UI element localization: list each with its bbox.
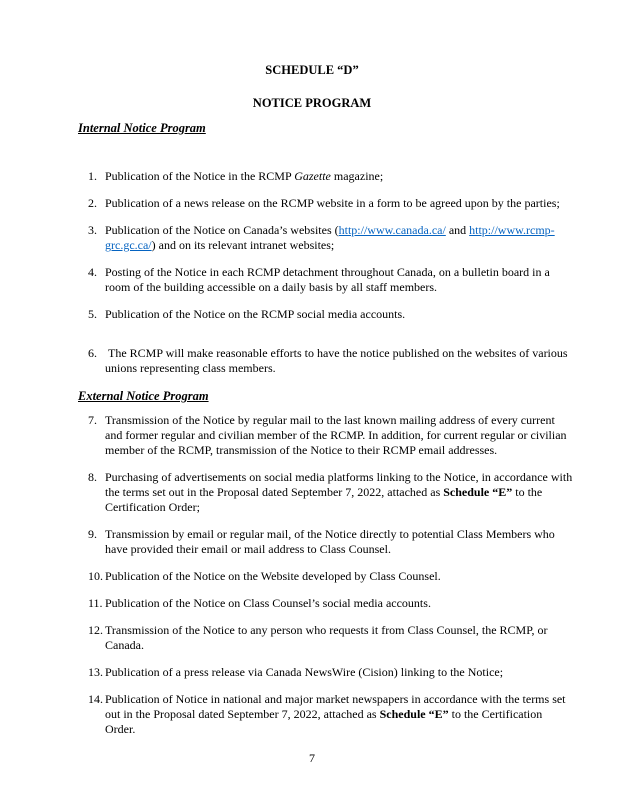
text-run: Publication of Notice in national and major market newspapers in accordance with the terms set out in the Proposal dated September 7, 2022, attached as [105,692,569,721]
list-item-number: 3. [88,223,97,237]
text-run: Publication of the Notice on Canada’s websites ( [105,223,339,237]
list-item [0,470,624,515]
list-item-text [105,307,574,322]
text-run: Publication of the Notice in the RCMP [105,169,295,183]
list-item [0,223,624,253]
list-item-text [105,413,574,458]
list-item [0,623,624,653]
list-item-text [105,596,574,611]
list-item-number: 6. [88,346,97,360]
italic-text-run: Gazette [294,169,331,183]
list-item-number: 7. [88,413,97,427]
document-body [0,121,624,737]
list-item [0,527,624,557]
list-item [0,665,624,680]
text-run: Transmission of the Notice by regular mail to the last known mailing address of every current and former regular and civilian member of the RCMP. In addition, for current regular or civilian member of the RCMP, transmission of the Notice to their RCMP email addresses. [105,413,570,457]
list-item-text [105,470,574,515]
list-item-number: 10. [88,569,103,583]
text-run: to the Certification Order; [105,485,546,514]
list-item-text [105,169,574,184]
list-item-text [105,623,574,653]
list-item-text [105,527,574,557]
list-item-text [105,569,574,584]
list-item [0,169,624,184]
text-run: Publication of the Notice on Class Counsel’s social media accounts. [105,596,431,610]
list-item-number: 4. [88,265,97,279]
text-run: Posting of the Notice in each RCMP detachment throughout Canada, on a bulletin board in a room of the building accessible on a daily basis by all staff members. [105,265,553,294]
hyperlink[interactable]: http://www.canada.ca/ [338,223,446,237]
hyperlink[interactable]: http://www.rcmp-grc.gc.ca/ [105,223,555,252]
text-run: Transmission of the Notice to any person who requests it from Class Counsel, the RCMP, or Canada. [105,623,551,652]
list-item [0,196,624,211]
text-run: The RCMP will make reasonable efforts to have the notice published on the websites of various unions representing class members. [105,346,571,375]
text-run: and [445,223,470,237]
text-run: Publication of a press release via Canada NewsWire (Cision) linking to the Notice; [105,665,504,679]
list-item-text [105,265,574,295]
list-item-number: 12. [88,623,103,637]
list-item [0,346,624,376]
list-item [0,596,624,611]
list-item [0,307,624,322]
list-item-number: 14. [88,692,103,706]
list-item-number: 9. [88,527,97,541]
page-number: 7 [309,751,315,765]
list-item-number: 1. [88,169,97,183]
text-run: Publication of a news release on the RCMP website in a form to be agreed upon by the parties; [105,196,560,210]
list-item [0,569,624,584]
list-item-text [105,196,574,211]
list-item [0,692,624,737]
list-item-text [105,692,574,737]
notice-list [0,169,624,376]
list-item-text [105,346,574,376]
notice-list [0,413,624,737]
list-item-number: 5. [88,307,97,321]
text-run: ) and on its relevant intranet websites; [151,238,335,252]
bold-text-run: Schedule “E” [379,707,449,721]
list-item-text [105,223,574,253]
page-subtitle: NOTICE PROGRAM [252,96,372,110]
text-run: Purchasing of advertisements on social media platforms linking to the Notice, in accordance with the terms set out in the Proposal dated September 7, 2022, attached as [105,470,576,499]
text-run: Publication of the Notice on the RCMP social media accounts. [105,307,406,321]
section-heading: Internal Notice Program [78,121,206,135]
bold-text-run: Schedule “E” [443,485,513,499]
list-item-number: 8. [88,470,97,484]
list-item-number: 11. [88,596,103,610]
list-item-text [105,665,574,680]
list-item [0,265,624,295]
page-title: SCHEDULE “D” [265,63,359,77]
text-run: Publication of the Notice on the Website developed by Class Counsel. [105,569,441,583]
list-item-number: 2. [88,196,97,210]
section-heading: External Notice Program [78,389,209,403]
text-run: Transmission by email or regular mail, of the Notice directly to potential Class Members who have provided their email or mail address to Class Counsel. [105,527,558,556]
list-item [0,413,624,458]
list-item-number: 13. [88,665,103,679]
text-run: magazine; [330,169,384,183]
text-run: to the Certification Order. [105,707,546,736]
